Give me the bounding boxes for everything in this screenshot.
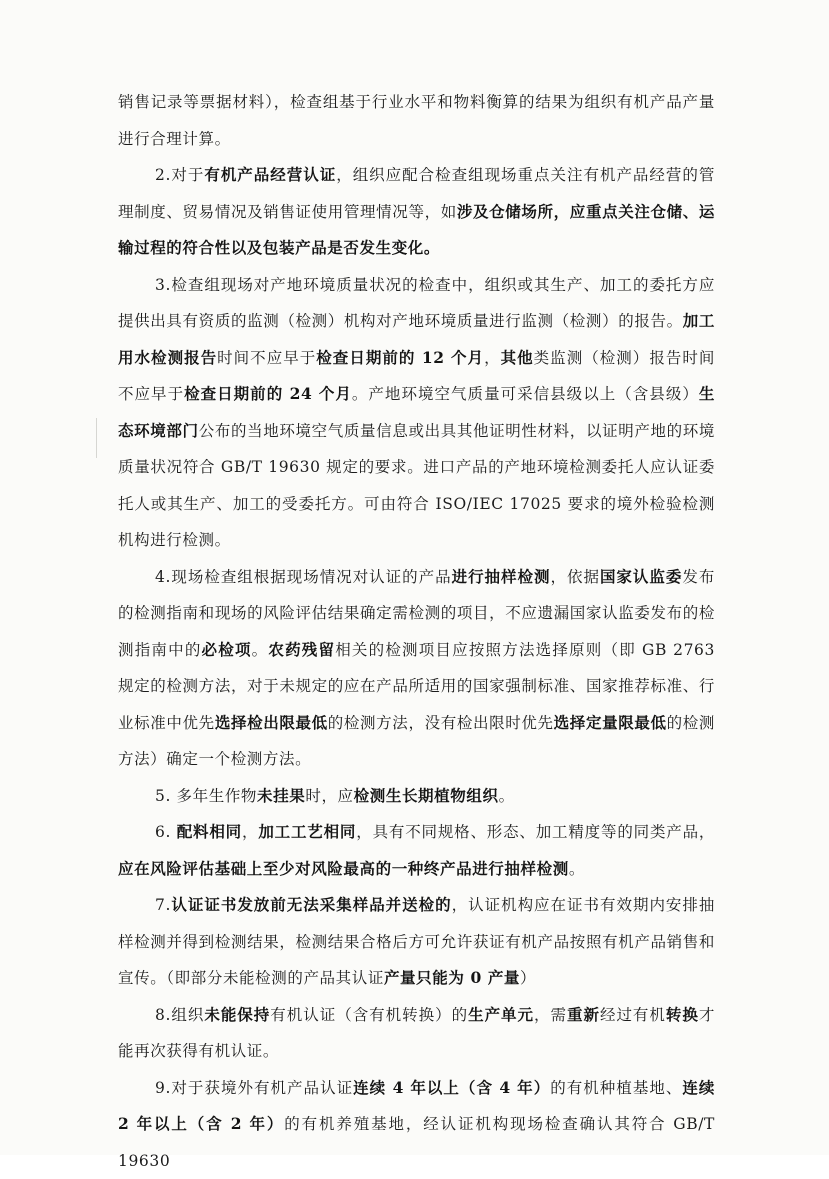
emphasized-text: 加工用水检测报告: [118, 311, 715, 367]
body-text: 6.: [155, 823, 177, 841]
body-text: 销售记录等票据材料），检查组基于行业水平和物料衡算的结果为组织有机产品产量进行合理计算。: [118, 93, 715, 148]
paragraph-p2: [118, 267, 715, 559]
emphasized-text: 未挂果: [257, 786, 305, 805]
body-text: 4.现场检查组根据现场情况对认证的产品: [155, 568, 452, 586]
emphasized-text: 检测生长期植物组织: [354, 786, 499, 805]
paragraph-p5: [118, 814, 715, 887]
paragraph-p0: [118, 84, 715, 157]
body-text: 时间不应早于: [217, 349, 316, 367]
body-text: ，: [484, 349, 501, 367]
emphasized-text: 重新: [567, 1005, 600, 1024]
paragraph-p8: [118, 1070, 715, 1179]
body-text: ，: [242, 823, 258, 841]
document-body: [118, 84, 715, 1179]
scan-margin-line: [96, 418, 97, 458]
body-text: ，需: [534, 1006, 567, 1024]
emphasized-text: 生产单元: [468, 1005, 534, 1024]
body-text: 7.: [155, 896, 171, 914]
paragraph-p4: [118, 778, 715, 815]
body-text: ，依据: [551, 568, 600, 586]
body-text: ，组织应配合检查组现场重点关注有机产品经营的管理制度、贸易情况及销售证使用管理情况等，如: [118, 166, 715, 221]
body-text: 。: [499, 787, 515, 805]
emphasized-text: 连续 2 年以上（含 2 年）: [118, 1078, 715, 1134]
paragraph-p1: [118, 157, 715, 267]
paragraph-p6: [118, 887, 715, 997]
body-text: 经过有机: [600, 1006, 666, 1024]
emphasized-text: 未能保持: [204, 1005, 270, 1024]
paragraph-p3: [118, 559, 715, 778]
emphasized-text: 涉及仓储场所，应重点关注仓储、运输过程的符合性以及包装产品是否发生变化。: [118, 202, 715, 258]
paragraph-p7: [118, 997, 715, 1070]
emphasized-text: 产量只能为 0 产量: [384, 968, 520, 987]
emphasized-text: 生态环境部门: [118, 384, 715, 440]
body-text: 的有机养殖基地，经认证机构现场检查确认其符合 GB/T 19630: [118, 1115, 715, 1170]
emphasized-text: 选择定量限最低: [554, 713, 667, 732]
emphasized-text: 加工工艺相同: [258, 822, 356, 841]
body-text: 。: [569, 860, 585, 878]
body-text: 9.对于获境外有机产品认证: [155, 1079, 353, 1097]
emphasized-text: 选择检出限最低: [215, 713, 328, 732]
emphasized-text: 转换: [666, 1005, 699, 1024]
body-text: 发布的检测指南和现场的风险评估结果确定需检测的项目，不应遗漏国家认监委发布的检测指南中的: [118, 568, 715, 659]
body-text: 的检测方法，没有检出限时优先: [328, 714, 554, 732]
emphasized-text: 认证证书发放前无法采集样品并送检的: [171, 895, 452, 914]
body-text: ，具有不同规格、形态、加工精度等的同类产品，: [356, 823, 715, 841]
body-text: 。产地环境空气质量可采信县级以上（含县级）: [352, 385, 699, 403]
body-text: ）: [520, 969, 536, 987]
emphasized-text: 必检项: [202, 640, 252, 659]
body-text: 的有机种植基地、: [550, 1079, 682, 1097]
body-text: 时，应: [305, 787, 353, 805]
body-text: 5. 多年生作物: [155, 787, 257, 805]
emphasized-text: 进行抽样检测: [452, 567, 551, 586]
emphasized-text: 配料相同: [177, 822, 242, 841]
emphasized-text: 连续 4 年以上（含 4 年）: [353, 1078, 550, 1097]
emphasized-text: 检查日期前的 12 个月: [316, 348, 484, 367]
body-text: 3.检查组现场对产地环境质量状况的检查中，组织或其生产、加工的委托方应提供出具有资质的监测（检测）机构对产地环境质量进行监测（检测）的报告。: [118, 276, 715, 331]
body-text: ，认证机构应在证书有效期内安排抽样检测并得到检测结果，检测结果合格后方可允许获证有机产品按照有机产品销售和宣传。（即部分未能检测的产品其认证: [118, 896, 715, 987]
body-text: 2.对于: [155, 166, 204, 184]
body-text: 才能再次获得有机认证。: [118, 1006, 715, 1061]
body-text: 相关的检测项目应按照方法选择原则（即 GB 2763 规定的检测方法，对于未规定的应在产品所适用的国家强制标准、国家推荐标准、行业标准中优先: [118, 641, 715, 732]
emphasized-text: 检查日期前的 24 个月: [184, 384, 352, 403]
emphasized-text: 国家认监委: [600, 567, 682, 586]
body-text: 类监测（检测）报告时间不应早于: [118, 349, 715, 404]
body-text: 的检测方法）确定一个检测方法。: [118, 714, 715, 769]
body-text: 8.组织: [155, 1006, 204, 1024]
body-text: 。: [252, 641, 269, 659]
emphasized-text: 有机产品经营认证: [204, 165, 336, 184]
body-text: 有机认证（含有机转换）的: [270, 1006, 468, 1024]
emphasized-text: 农药残留: [268, 640, 335, 659]
emphasized-text: 其他: [501, 348, 534, 367]
emphasized-text: 应在风险评估基础上至少对风险最高的一种终产品进行抽样检测: [118, 859, 569, 878]
body-text: 公布的当地环境空气质量信息或出具其他证明性材料，以证明产地的环境质量状况符合 GB/T 19630 规定的要求。进口产品的产地环境检测委托人应认证委托人或其生产、加工的受委托方。可由符合 ISO/IEC 17025 要求的境外检验检测机构进行检测。: [118, 422, 715, 550]
